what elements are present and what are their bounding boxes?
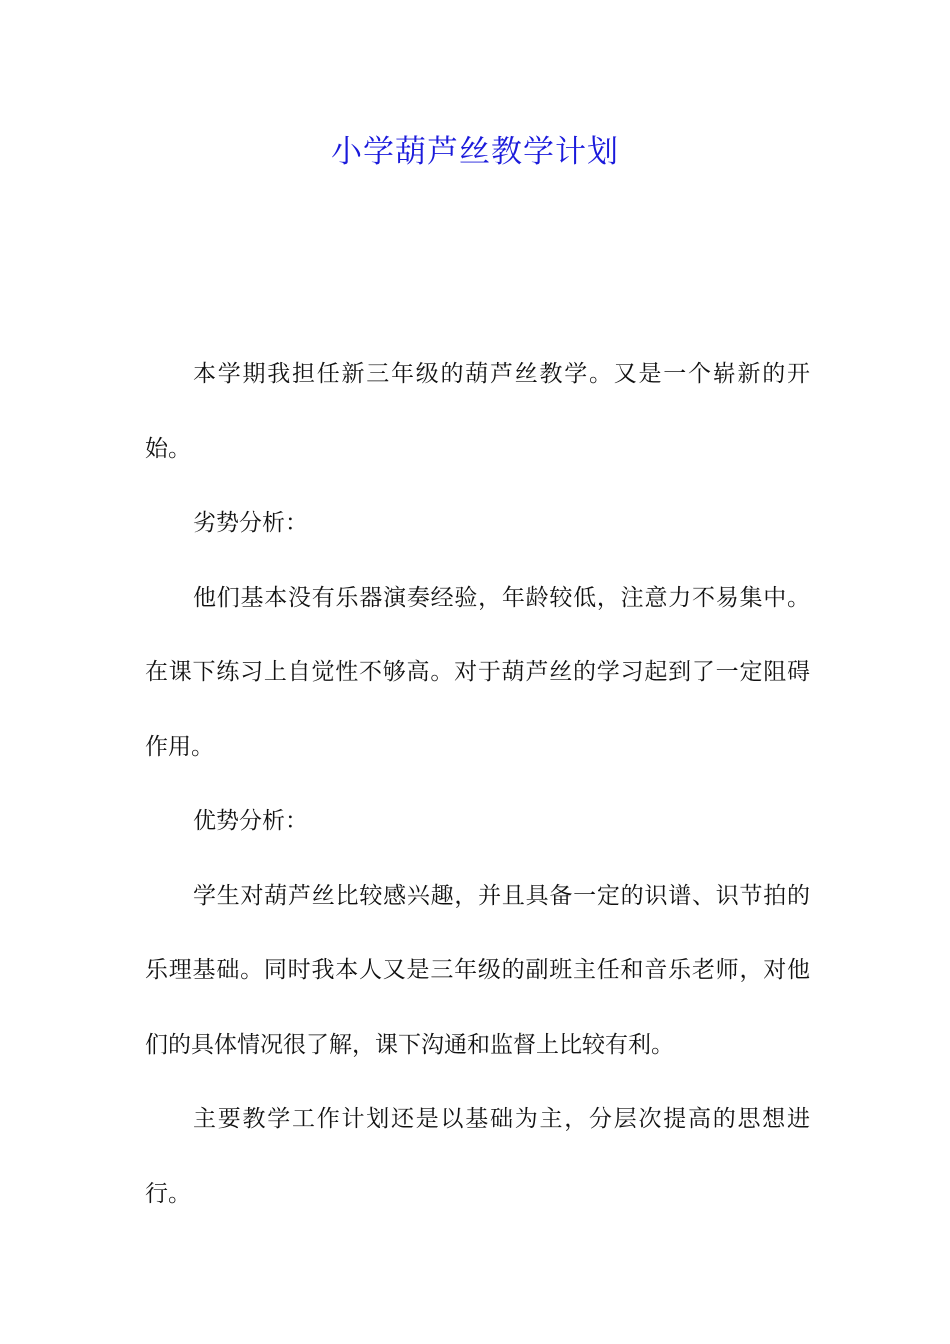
paragraph-advantages: 学生对葫芦丝比较感兴趣，并且具备一定的识谱、识节拍的乐理基础。同时我本人又是三年级的副班主任和音乐老师，对他们的具体情况很了解，课下沟通和监督上比较有利。: [145, 882, 810, 1058]
paragraph-intro: 本学期我担任新三年级的葫芦丝教学。又是一个崭新的开始。: [145, 361, 810, 462]
document-body: [145, 337, 810, 1231]
paragraph-disadvantages: 他们基本没有乐器演奏经验，年龄较低，注意力不易集中。在课下练习上自觉性不够高。对于葫芦丝的学习起到了一定阻碍作用。: [145, 584, 810, 760]
heading-disadvantages: 劣势分析：: [193, 510, 308, 536]
paragraph-plan: 主要教学工作计划还是以基础为主，分层次提高的思想进行。: [145, 1106, 810, 1207]
document-title: 小学葫芦丝教学计划: [331, 134, 619, 170]
heading-advantages: 优势分析：: [193, 808, 308, 834]
